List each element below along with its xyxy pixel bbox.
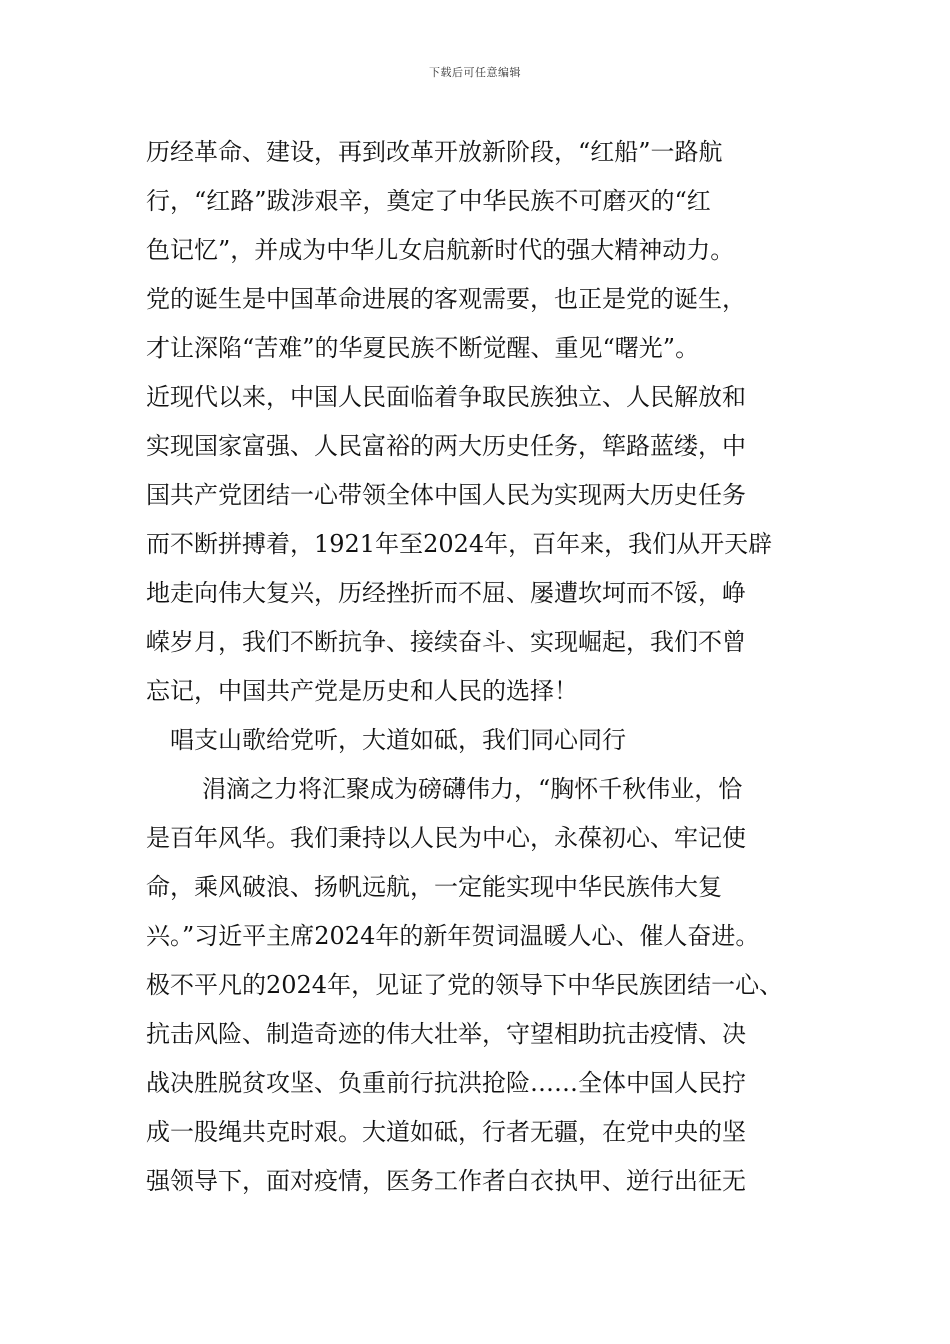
text-line: 国共产党团结一心带领全体中国人民为实现两大历史任务 — [146, 481, 746, 509]
text-line: 成一股绳共克时艰。大道如砥，行者无疆，在党中央的坚 — [146, 1118, 746, 1146]
text-line: 实现国家富强、人民富裕的两大历史任务，筚路蓝缕，中 — [146, 432, 746, 460]
text-line: 忘记，中国共产党是历史和人民的选择！ — [146, 677, 578, 705]
document-body — [146, 128, 836, 1206]
text-line: 历经革命、建设，再到改革开放新阶段，“红船”一路航 — [146, 138, 723, 166]
text-line: 行，“红路”跋涉艰辛，奠定了中华民族不可磨灭的“红 — [146, 187, 711, 215]
text-line: 极不平凡的2024年，见证了党的领导下中华民族团结一心、 — [146, 971, 784, 999]
text-line: 抗击风险、制造奇迹的伟大壮举，守望相助抗击疫情、决 — [146, 1020, 746, 1048]
text-line: 战决胜脱贫攻坚、负重前行抗洪抢险……全体中国人民拧 — [146, 1069, 746, 1097]
text-line: 党的诞生是中国革命进展的客观需要，也正是党的诞生， — [146, 285, 746, 313]
text-line: 地走向伟大复兴，历经挫折而不屈、屡遭坎坷而不馁，峥 — [146, 579, 746, 607]
text-line: 涓滴之力将汇聚成为磅礴伟力，“胸怀千秋伟业，恰 — [202, 775, 743, 803]
text-line: 而不断拼搏着，1921年至2024年，百年来，我们从开天辟 — [146, 530, 773, 558]
page-header: 下载后可任意编辑 — [429, 66, 521, 79]
text-line: 才让深陷“苦难”的华夏民族不断觉醒、重见“曙光”。 — [146, 334, 700, 362]
text-line: 是百年风华。我们秉持以人民为中心，永葆初心、牢记使 — [146, 824, 746, 852]
section-heading: 唱支山歌给党听，大道如砥，我们同心同行 — [170, 726, 626, 754]
text-line: 兴。”习近平主席2024年的新年贺词温暖人心、催人奋进。 — [146, 922, 760, 950]
text-line: 命，乘风破浪、扬帆远航，一定能实现中华民族伟大复 — [146, 873, 722, 901]
text-line: 嵘岁月，我们不断抗争、接续奋斗、实现崛起，我们不曾 — [146, 628, 746, 656]
text-line: 强领导下，面对疫情，医务工作者白衣执甲、逆行出征无 — [146, 1167, 746, 1195]
text-line: 色记忆”，并成为中华儿女启航新时代的强大精神动力。 — [146, 236, 735, 264]
text-line: 近现代以来，中国人民面临着争取民族独立、人民解放和 — [146, 383, 746, 411]
